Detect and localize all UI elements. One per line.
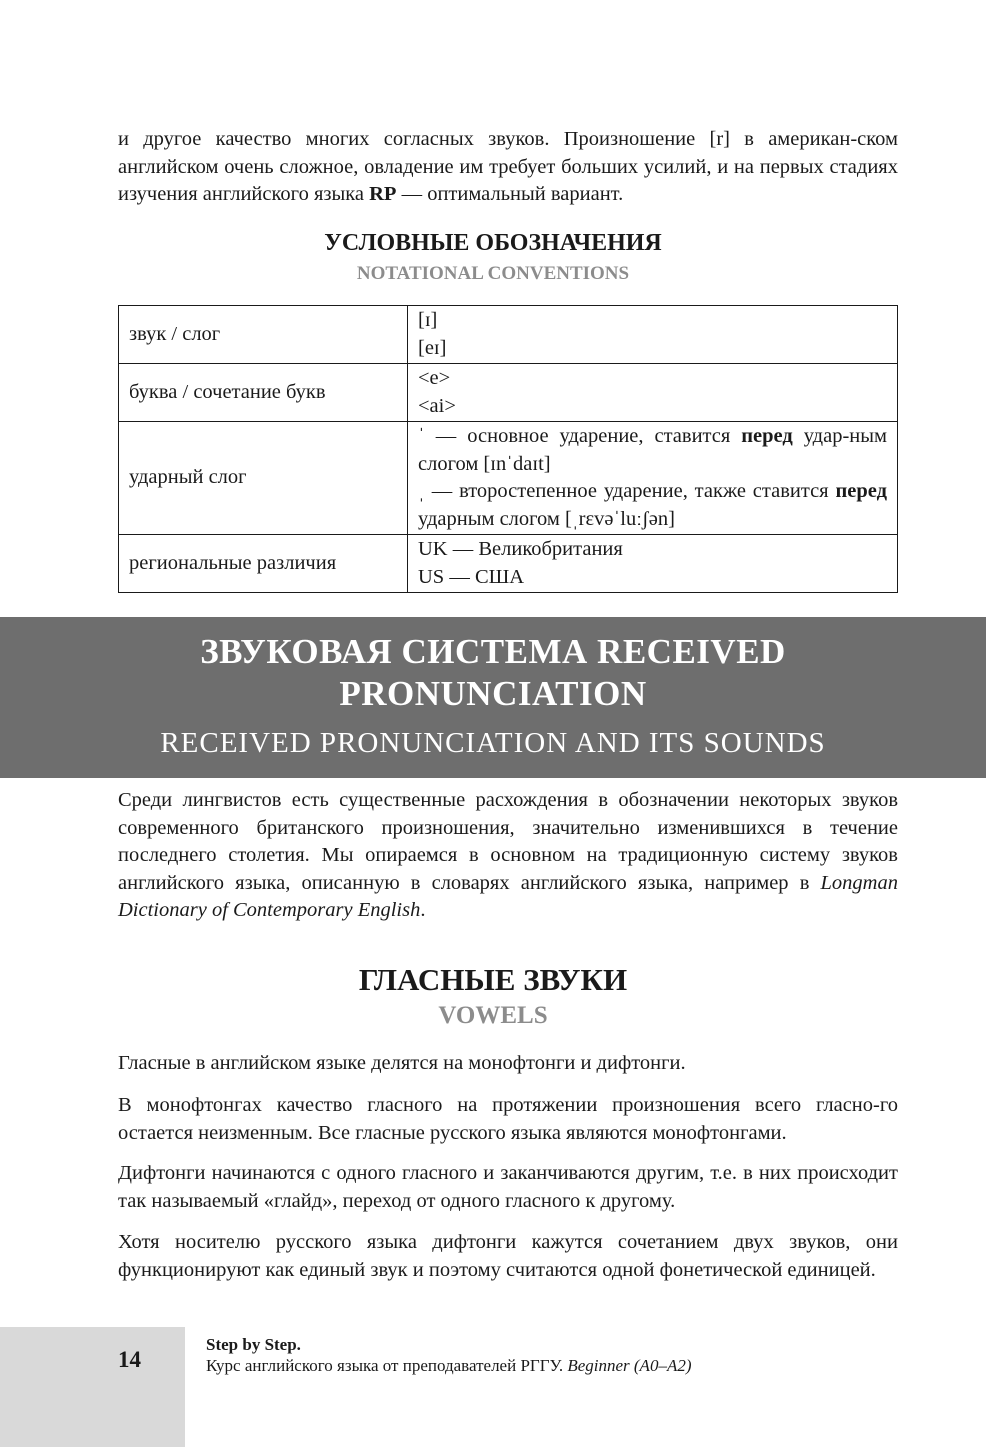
vowels-paragraph-3: Дифтонги начинаются с одного гласного и заканчиваются другим, т.е. в них происходит так называемый «глайд», переход от одного гласного к другому.	[118, 1162, 898, 1212]
example-line: [eɪ]	[418, 336, 447, 359]
intro-paragraph	[118, 126, 898, 209]
example-line: [ɪ]	[418, 309, 438, 331]
table-row	[119, 364, 898, 422]
table-row	[119, 306, 898, 364]
vowels-paragraph-1: Гласные в английском языке делятся на монофтонги и дифтонги.	[118, 1052, 686, 1074]
row-example	[408, 422, 898, 535]
note-text: ударным слогом [ˌrɛvəˈluːʃən]	[418, 507, 675, 530]
note-text: — основное ударение, ставится	[424, 425, 742, 447]
table-row	[119, 422, 898, 535]
conventions-table	[118, 305, 898, 593]
row-example	[408, 306, 898, 364]
section-banner	[0, 617, 986, 778]
example-line: US — США	[418, 565, 525, 588]
page-number: 14	[118, 1347, 141, 1372]
linguists-paragraph	[118, 787, 898, 925]
secondary-stress-note	[418, 478, 887, 533]
table-row	[119, 535, 898, 593]
section-title-line: ЗВУКОВАЯ СИСТЕМА RECEIVED	[200, 632, 786, 671]
vowels-subtitle: VOWELS	[438, 1002, 548, 1029]
row-term: ударный слог	[119, 422, 408, 535]
section-title	[0, 631, 986, 715]
intro-text: и другое качество многих согласных звуков. Произношение [r] в американ-ском английском очень сложное, овладение им требует больших усилий, и на первых стадиях изучения английского языка	[118, 128, 898, 205]
footer-series: Step by Step.	[206, 1335, 301, 1354]
example-line: <ai>	[418, 394, 456, 417]
vowels-title: ГЛАСНЫЕ ЗВУКИ	[358, 962, 628, 997]
vowels-paragraph-2: В монофтонгах качество гласного на протяжении произношения всего гласно-го остается неизменным. Все гласные русского языка являются монофтонгами.	[118, 1094, 898, 1144]
footer-course	[206, 1356, 691, 1376]
footer-tab	[0, 1327, 185, 1447]
vowels-paragraph-4: Хотя носителю русского языка дифтонги кажутся сочетанием двух звуков, они функционируют как единый звук и поэтому считаются одной фонетической единицей.	[118, 1231, 898, 1281]
dictionary-title: Longman Dictionary of Contemporary English	[118, 871, 898, 921]
note-text: — второстепенное ударение, также ставится	[424, 480, 836, 502]
note-text: удар-ным слогом [ɪnˈdaɪt]	[418, 425, 887, 475]
conventions-title: УСЛОВНЫЕ ОБОЗНАЧЕНИЯ	[324, 230, 662, 256]
secondary-stress-mark: ˌ	[418, 480, 425, 502]
row-term: региональные различия	[119, 535, 408, 593]
row-term: буква / сочетание букв	[119, 364, 408, 422]
primary-stress-mark: ˈ	[418, 425, 425, 447]
primary-stress-note	[418, 423, 887, 478]
rp-term: RP	[369, 183, 397, 205]
paragraph-text: Среди лингвистов есть существенные расхождения в обозначении некоторых звуков современного британского произношения, значительно изменившихся в течение последнего столетия. Мы опираемся в основном на традиционную систему звуков английского языка, описанную в словарях английского языка, например в	[118, 789, 898, 894]
intro-text-end: — оптимальный вариант.	[396, 183, 624, 205]
section-title-line: PRONUNCIATION	[339, 674, 647, 713]
paragraph-text: .	[420, 899, 426, 921]
footer-level: Beginner (A0–A2)	[567, 1356, 692, 1375]
row-example	[408, 535, 898, 593]
section-subtitle: RECEIVED PRONUNCIATION AND ITS SOUNDS	[160, 727, 826, 759]
example-line: <e>	[418, 367, 451, 389]
note-bold: перед	[741, 425, 793, 447]
row-term: звук / слог	[119, 306, 408, 364]
note-bold: перед	[835, 480, 887, 502]
conventions-subtitle: NOTATIONAL CONVENTIONS	[356, 263, 630, 284]
row-example	[408, 364, 898, 422]
example-line: UK — Великобритания	[418, 538, 623, 560]
footer-course-text: Курс английского языка от преподавателей РГГУ.	[206, 1356, 568, 1375]
